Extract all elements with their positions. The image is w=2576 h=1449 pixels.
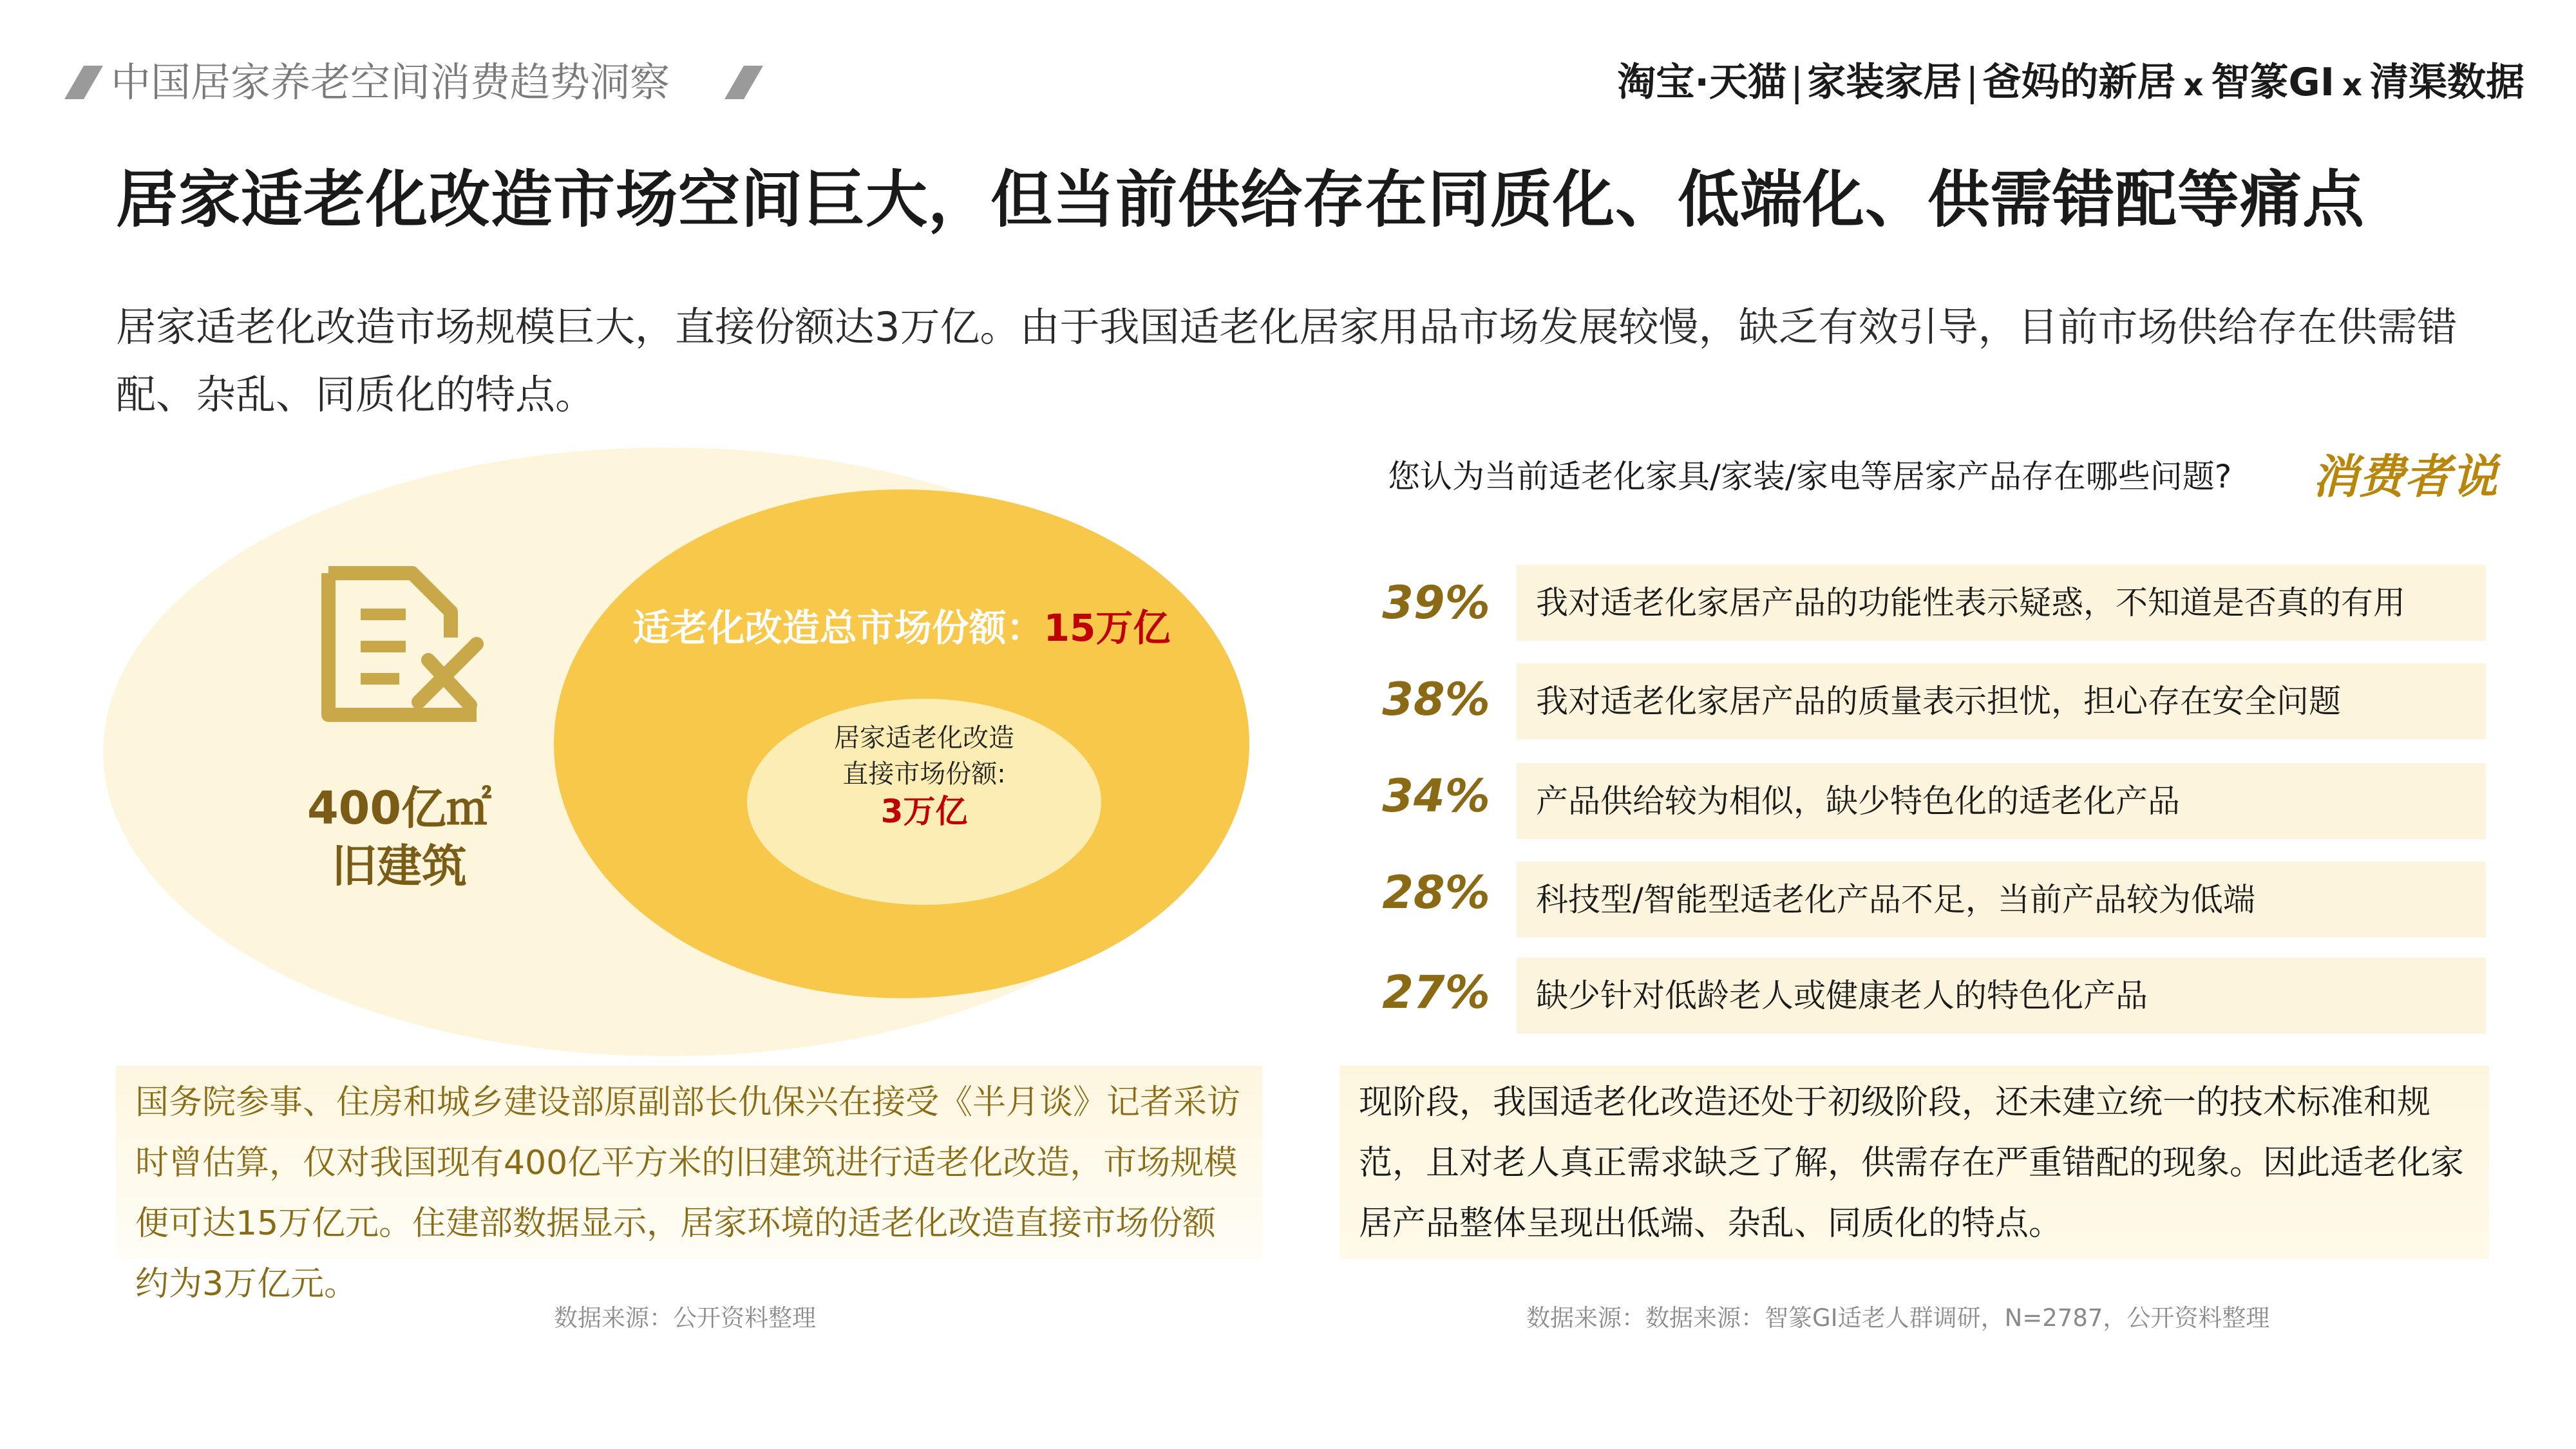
brand-strip (1617, 57, 2524, 111)
total-market-label: 适老化改造总市场份额： (632, 606, 1044, 650)
market-status-note: 现阶段，我国适老化改造还处于初级阶段，还未建立统一的技术标准和规范，且对老人真正需求缺乏了解，供需存在严重错配的现象。因此适老化家居产品整体呈现出低端、杂乱、同质化的特点。 (1359, 1083, 2465, 1243)
consumer-says-tag: 消费者说 (2312, 450, 2498, 504)
survey-row-text: 科技型/智能型适老化产品不足，当前产品较为低端 (1536, 881, 2255, 918)
report-title: 中国居家养老空间消费趋势洞察 (111, 59, 670, 106)
total-market-value: 15万亿 (1043, 606, 1171, 650)
survey-row-text: 产品供给较为相似，缺少特色化的适老化产品 (1536, 782, 2180, 820)
survey-row-text: 缺少针对低龄老人或健康老人的特色化产品 (1536, 977, 2148, 1014)
survey-question: 您认为当前适老化家具/家装/家电等居家产品存在哪些问题? (1388, 458, 2232, 495)
source-right: 数据来源：数据来源：智篆GI适老人群调研，N=2787，公开资料整理 (1526, 1304, 2270, 1332)
title-stripe-left (64, 66, 103, 99)
brand-qingqu-data: 清渠数据 (2370, 60, 2524, 105)
brand-taobao-tmall: 淘宝·天猫 (1617, 60, 1787, 105)
direct-market-label (747, 720, 1101, 792)
source-left: 数据来源：公开资料整理 (554, 1304, 816, 1332)
brand-cross-mark: x (2183, 67, 2204, 103)
survey-percent: 28% (1382, 866, 1490, 919)
survey-percent: 38% (1382, 673, 1490, 726)
title-stripe-right (724, 66, 763, 99)
intro-paragraph: 居家适老化改造市场规模巨大，直接份额达3万亿。由于我国适老化居家用品市场发展较慢，缺乏有效引导，目前市场供给存在供需错配、杂乱、同质化的特点。 (116, 303, 2458, 418)
document-edit-icon (316, 560, 496, 728)
brand-parents-new-home: 爸妈的新居 (1982, 60, 2176, 105)
survey-row-text: 我对适老化家居产品的功能性表示疑惑，不知道是否真的有用 (1536, 584, 2405, 621)
old-building-area: 400亿㎡ (307, 782, 492, 835)
brand-divider: | (1790, 60, 1804, 105)
survey-percent: 39% (1382, 576, 1490, 629)
brand-cross-mark: x (2342, 67, 2362, 103)
direct-market-label-line2: 直接市场份额: (842, 759, 1006, 789)
survey-percent: 27% (1382, 966, 1490, 1019)
direct-market-label-line1: 居家适老化改造 (834, 723, 1014, 753)
main-headline: 居家适老化改造市场空间巨大，但当前供给存在同质化、低端化、供需错配等痛点 (116, 164, 2365, 236)
brand-divider: | (1965, 60, 1979, 105)
brand-zhizhuan-gi: 智篆GI (2211, 60, 2335, 105)
survey-row-text: 我对适老化家居产品的质量表示担忧，担心存在安全问题 (1536, 683, 2341, 720)
direct-market-value: 3万亿 (880, 793, 968, 830)
old-building-label: 旧建筑 (332, 840, 467, 893)
total-market-share (567, 602, 1236, 654)
survey-percent: 34% (1382, 770, 1490, 822)
market-estimate-note: 国务院参事、住房和城乡建设部原副部长仇保兴在接受《半月谈》记者采访时曾估算，仅对我国现有400亿平方米的旧建筑进行适老化改造，市场规模便可达15万亿元。住建部数据显示，居家环境的适老化改造直接市场份额约为3万亿元。 (135, 1083, 1241, 1303)
brand-home-decor: 家装家居 (1807, 60, 1962, 105)
